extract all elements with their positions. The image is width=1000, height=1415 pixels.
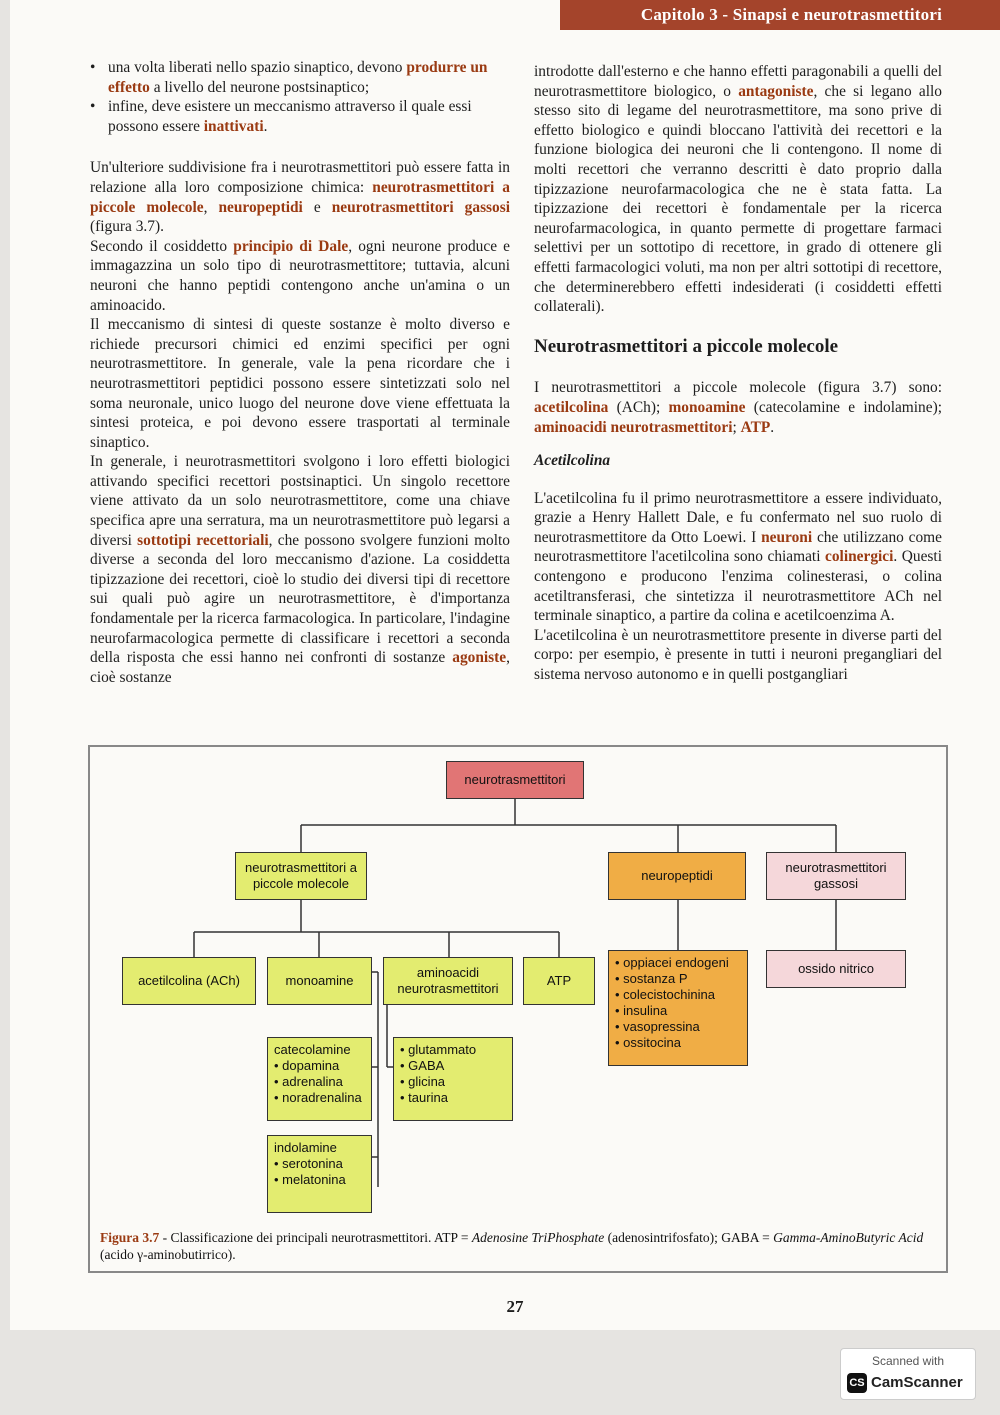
- paragraph: Secondo il cosiddetto principio di Dale, ogni neurone produce e immagazzina un solo tipo di neurotrasmettitore; tuttavia, alcuni neuroni che hanno peptidi contengono anche un'amina o un aminoacido.: [90, 237, 511, 314]
- highlighted-term: sottotipi recettoriali: [137, 531, 269, 549]
- catecholamines-box: [267, 1037, 372, 1121]
- highlighted-term: produrre un effetto: [108, 59, 488, 96]
- paragraph: L'acetilcolina è un neurotrasmettitore presente in diverse parti del corpo: per esempio, è presente in tutti i neuroni pregangliari del sistema nervoso autonomo e in quelli postgangliari: [534, 626, 942, 684]
- list-item: • ossitocina: [615, 1035, 681, 1050]
- list-item: • insulina: [615, 1003, 668, 1018]
- indolamines-box: [267, 1135, 372, 1213]
- list-item: • colecistochinina: [615, 987, 715, 1002]
- node-atp: ATP: [523, 957, 595, 1005]
- bullet-list: [90, 58, 510, 136]
- list-item: • dopamina: [274, 1058, 340, 1073]
- italic-term: Adenosine TriPhosphate: [471, 1230, 605, 1245]
- connector-lines: [90, 747, 946, 1271]
- list-item: • adrenalina: [274, 1074, 343, 1089]
- list-title: catecolamine: [274, 1042, 351, 1057]
- highlighted-term: antagoniste: [738, 82, 814, 100]
- highlighted-term: principio di Dale: [233, 237, 349, 255]
- highlighted-term: agoniste: [452, 649, 507, 667]
- peptides-list: [608, 950, 748, 1066]
- list-title: indolamine: [274, 1140, 337, 1155]
- paragraph: L'acetilcolina fu il primo neurotrasmettitore a essere individuato, grazie a Henry Hallett Dale, e fu confermato nel suo ruolo di neurotrasmettitore da Otto Loewi. I neuroni che utilizzano come neurotrasmettitore l'acetilcolina sono chiamati colinergici. Questi contengono e producono l'enzima colinesterasi, o colina acetiltransferasi, che sintetizza il neurotrasmettitore ACh nel terminale sinaptico, a partire da colina e acetilcoenzima A.: [534, 489, 942, 625]
- caption-label: Figura 3.7: [100, 1230, 160, 1245]
- highlighted-term: neurotrasmettitori a piccole molecole: [90, 178, 511, 216]
- node-monoamines: monoamine: [267, 957, 372, 1005]
- node-small-molecules: neurotrasmettitori a piccole molecole: [235, 852, 367, 900]
- paragraph: I neurotrasmettitori a piccole molecole (figura 3.7) sono: acetilcolina (ACh); monoamine (catecolamine e indolamine); aminoacidi neurotrasmettitori; ATP.: [534, 379, 942, 436]
- bullet-item: • una volta liberati nello spazio sinaptico, devono produrre un effetto a livello del neurone postsinaptico;: [90, 58, 510, 97]
- chapter-header-band: [560, 0, 1000, 30]
- bullet-item: • infine, deve esistere un meccanismo attraverso il quale essi possono essere inattivati.: [90, 97, 510, 136]
- italic-term: Gamma-AminoButyric Acid: [773, 1230, 924, 1245]
- section-title: Neurotrasmettitori a piccole molecole: [534, 335, 839, 357]
- node-amino-acids: aminoacidi neurotrasmettitori: [383, 957, 513, 1005]
- node-neuropeptides: neuropeptidi: [608, 852, 746, 900]
- highlighted-term: inattivati: [203, 117, 264, 135]
- caption-text: - Classificazione dei principali neurotrasmettitori. ATP = Adenosine TriPhosphate (adenosintrifosfato); GABA = Gamma-AminoButyric Acid (acido γ-aminobutirrico).: [100, 1230, 924, 1262]
- list-item: • melatonina: [274, 1172, 346, 1187]
- subsection-title: Acetilcolina: [534, 452, 611, 470]
- figure-caption: [100, 1229, 940, 1263]
- list-item: • taurina: [400, 1090, 448, 1105]
- camscanner-logo-icon: CS: [847, 1373, 867, 1393]
- list-item: • serotonina: [274, 1156, 343, 1171]
- page-number: 27: [506, 1297, 524, 1316]
- paragraph: introdotte dall'esterno e che hanno effetti paragonabili a quelli del neurotrasmettitore biologico, o antagoniste, che si legano allo stesso sito di legame del neurotrasmettitore, ma sono prive di effetto biologico e quindi bloccano l'attività dei recettori e la funzione biologica dei neuroni che li contengono. Il nome di molti recettori che verranno descritti è dato proprio dalla tipizzazione neurofarmacologica che ne è stata fatta. La tipizzazione dei recettori è fondamentale per la ricerca neurofarmacologica, in quanto permette di progettare farmaci selettivi per un sottotipo di recettore, in grado di ottenere gli effetti farmacologici voluti, ma non per altri sottotipi di recettore, che determinerebbero effetti indesiderati (i cosiddetti effetti collaterali).: [534, 63, 942, 316]
- highlighted-term: ATP: [740, 418, 771, 436]
- node-ach: acetilcolina (ACh): [122, 957, 256, 1005]
- list-item: • glicina: [400, 1074, 446, 1089]
- paragraph: Il meccanismo di sintesi di queste sostanze è molto diverso e richiede precursori chimici ed enzimi specifici per ogni neurotrasmettitore. In generale, vale la pena ricordare che i neurotrasmettitori peptidici possono essere sintetizzati solo nel soma neuronale, unico luogo del neurone dove viene effettuata la sintesi proteica, e poi devono essere trasportati al terminale sinaptico.: [90, 316, 510, 451]
- scanner-label: Scanned with: [871, 1354, 945, 1368]
- highlighted-term: aminoacidi neurotrasmettitori: [534, 418, 733, 436]
- highlighted-term: colinergici: [825, 548, 894, 566]
- highlighted-term: monoamine: [668, 398, 746, 416]
- list-item: • GABA: [400, 1058, 445, 1073]
- highlighted-term: neurotrasmettitori gassosi: [331, 198, 511, 216]
- node-gaseous: neurotrasmettitori gassosi: [766, 852, 906, 900]
- scanner-name: CamScanner: [871, 1374, 963, 1391]
- list-item: • glutammato: [400, 1042, 477, 1057]
- highlighted-term: neuroni: [761, 528, 813, 546]
- list-item: • vasopressina: [615, 1019, 700, 1034]
- highlighted-term: neuropeptidi: [218, 198, 303, 216]
- node-nitric-oxide: ossido nitrico: [766, 950, 906, 988]
- paragraph: In generale, i neurotrasmettitori svolgono i loro effetti biologici attivando specifici recettori postsinaptici. Un singolo recettore viene attivato da un solo neurotrasmettitore, come una chiave specifica apre una serratura, ma un neurotrasmettitore può legarsi a diversi sottotipi recettoriali, che possono svolgere funzioni molto diverse a seconda del loro meccanismo d'azione. La cosiddetta tipizzazione dei recettori, cioè lo studio dei diversi tipi di recettore sui quali può agire un neurotrasmettitore, è d'importanza fondamentale per la ricerca farmacologica. In particolare, l'indagine neurofarmacologica permette di classificare i recettori a seconda della risposta che essi hanno nei confronti di sostanze agoniste, cioè sostanze: [90, 453, 510, 686]
- list-item: • sostanza P: [615, 971, 688, 986]
- left-column: [90, 58, 510, 687]
- highlighted-term: acetilcolina: [534, 398, 609, 416]
- list-item: • oppiacei endogeni: [615, 955, 729, 970]
- node-neurotrasmettitori: neurotrasmettitori: [446, 761, 584, 799]
- amino-acids-list: [393, 1037, 513, 1121]
- paragraph: Un'ulteriore suddivisione fra i neurotrasmettitori può essere fatta in relazione alla loro composizione chimica: neurotrasmettitori a piccole molecole, neuropeptidi e neurotrasmettitori gassosi (figura 3.7).: [90, 159, 511, 236]
- camscanner-watermark: [840, 1348, 976, 1400]
- list-item: • noradrenalina: [274, 1090, 362, 1105]
- figure-3-7: [88, 745, 948, 1273]
- chapter-title: Capitolo 3 - Sinapsi e neurotrasmettitori: [640, 5, 942, 24]
- right-column: [534, 62, 942, 685]
